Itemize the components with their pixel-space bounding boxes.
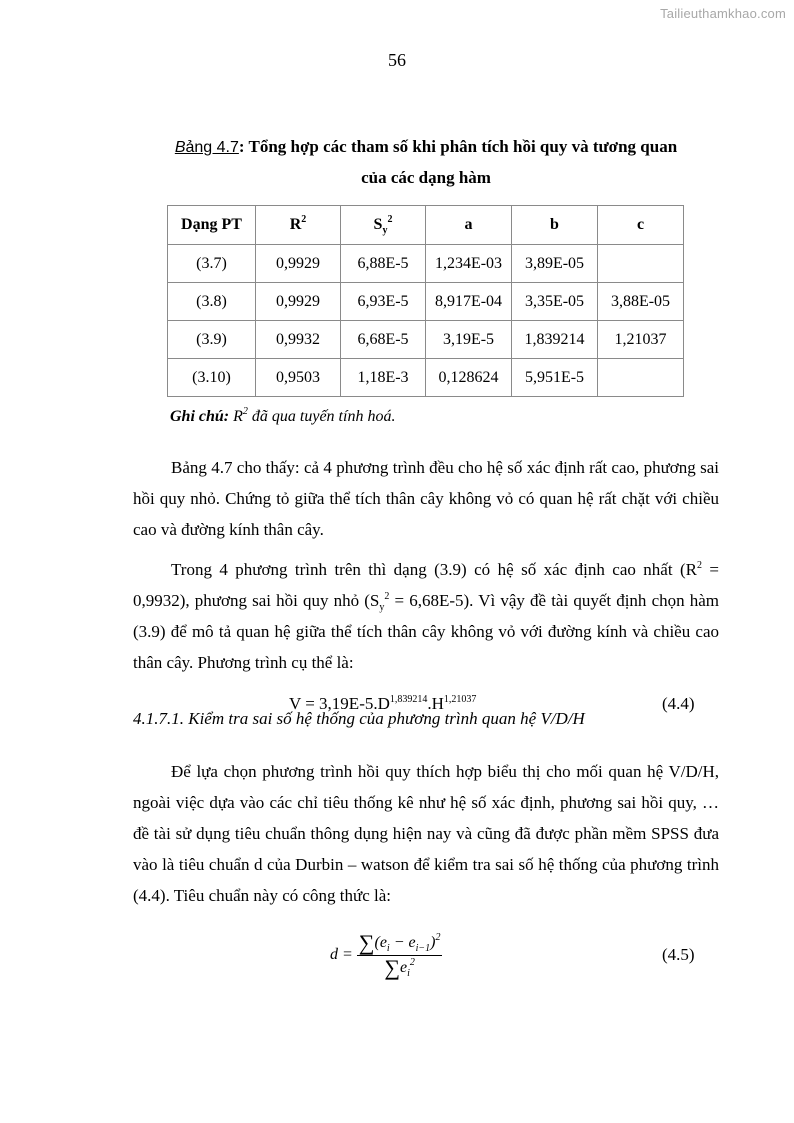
table-header-row [168, 206, 684, 245]
cell-r2: 0,9929 [256, 245, 341, 283]
cell-a: 0,128624 [426, 359, 512, 397]
caption-label: Bảng 4.7 [174, 139, 239, 156]
cell-r2: 0,9929 [256, 283, 341, 321]
cell-b: 3,89E-05 [512, 245, 598, 283]
header-b: b [512, 206, 598, 245]
cell-a: 1,234E-03 [426, 245, 512, 283]
cell-sy2: 6,88E-5 [341, 245, 426, 283]
table-row [168, 359, 684, 397]
header-c: c [598, 206, 684, 245]
cell-form: (3.9) [168, 321, 256, 359]
paragraph-2: Trong 4 phương trình trên thì dạng (3.9) có hệ số xác định cao nhất $(R^2 = 0,9932)$, phương sai hồi quy nhỏ $(S_y^2 = 6,68E-5)$. Vì vậy đề tài quyết định chọn hàm (3.9) để mô tả quan hệ giữa thể tích thân cây không vỏ với đường kính và chiều cao thân cây. Phương trình cụ thể là: [133, 560, 720, 672]
cell-b: 1,839214 [512, 321, 598, 359]
cell-a: 3,19E-5 [426, 321, 512, 359]
cell-r2: 0,9503 [256, 359, 341, 397]
caption-title-line-1: Tổng hợp các tham số khi phân tích hồi quy và tương quan [244, 137, 678, 156]
table-row [168, 321, 684, 359]
paragraph-1: Bảng 4.7 cho thấy: cả 4 phương trình đều cho hệ số xác định rất cao, phương sai hồi quy nhỏ. Chứng tỏ giữa thể tích thân cây không vỏ có quan hệ rất chặt với chiều cao và đường kính thân cây. [133, 458, 719, 539]
regression-table [167, 205, 684, 397]
equation-number: (4.4) [662, 694, 695, 713]
table-row [168, 245, 684, 283]
cell-b: 5,951E-5 [512, 359, 598, 397]
note-label: Ghi chú: [170, 408, 230, 425]
equation-body: $V = 3,19E-5.D^{1,839214}.H^{1,21037}$ [289, 694, 477, 713]
cell-c [598, 359, 684, 397]
cell-c: 3,88E-05 [598, 283, 684, 321]
section-heading: 4.1.7.1. Kiểm tra sai số hệ thống của phương trình quan hệ V/D/H [133, 709, 585, 728]
cell-form: (3.10) [168, 359, 256, 397]
cell-form: (3.8) [168, 283, 256, 321]
paragraph-3: Để lựa chọn phương trình hồi quy thích hợp biểu thị cho mối quan hệ V/D/H, ngoài việc dựa vào các chỉ tiêu thống kê như hệ số xác định, phương sai hồi quy, … đề tài sử dụng tiêu chuẩn thông dụng hiện nay và cũng đã được phần mềm SPSS đưa vào là tiêu chuẩn d của Durbin – watson để kiểm tra sai số hệ thống của phương trình (4.4). Tiêu chuẩn này có công thức là: [133, 762, 719, 905]
header-sy2: $S_y^2$ [341, 206, 426, 245]
table-note: Ghi chú: $R^2$ đã qua tuyến tính hoá. [170, 406, 396, 425]
caption-line-1: Bảng 4.7: Tổng hợp các tham số khi phân tích hồi quy và tương quan [174, 137, 678, 156]
page-number: 56 [388, 50, 406, 70]
cell-r2: 0,9932 [256, 321, 341, 359]
denominator: $\sum e_i^2$ [384, 955, 415, 980]
header-form: Dạng PT [168, 206, 256, 245]
cell-c: 1,21037 [598, 321, 684, 359]
header-a: a [426, 206, 512, 245]
header-r2: $R^2$ [256, 206, 341, 245]
cell-c [598, 245, 684, 283]
numerator: $\sum(e_i - e_{i-1})^2$ [358, 930, 441, 955]
caption-line-2: của các dạng hàm [361, 168, 491, 187]
cell-a: 8,917E-04 [426, 283, 512, 321]
table-caption [120, 132, 732, 193]
table-row [168, 283, 684, 321]
equation-4-5: d = $\frac{\sum(e_i - e_{i-1})^2}{\sum e_i^2}$ [330, 930, 441, 980]
cell-sy2: 1,18E-3 [341, 359, 426, 397]
fraction [357, 932, 443, 979]
cell-sy2: 6,68E-5 [341, 321, 426, 359]
cell-form: (3.7) [168, 245, 256, 283]
cell-b: 3,35E-05 [512, 283, 598, 321]
equation-number: (4.5) [662, 945, 695, 964]
watermark: Tailieuthamkhao.com [660, 6, 786, 21]
cell-sy2: 6,93E-5 [341, 283, 426, 321]
